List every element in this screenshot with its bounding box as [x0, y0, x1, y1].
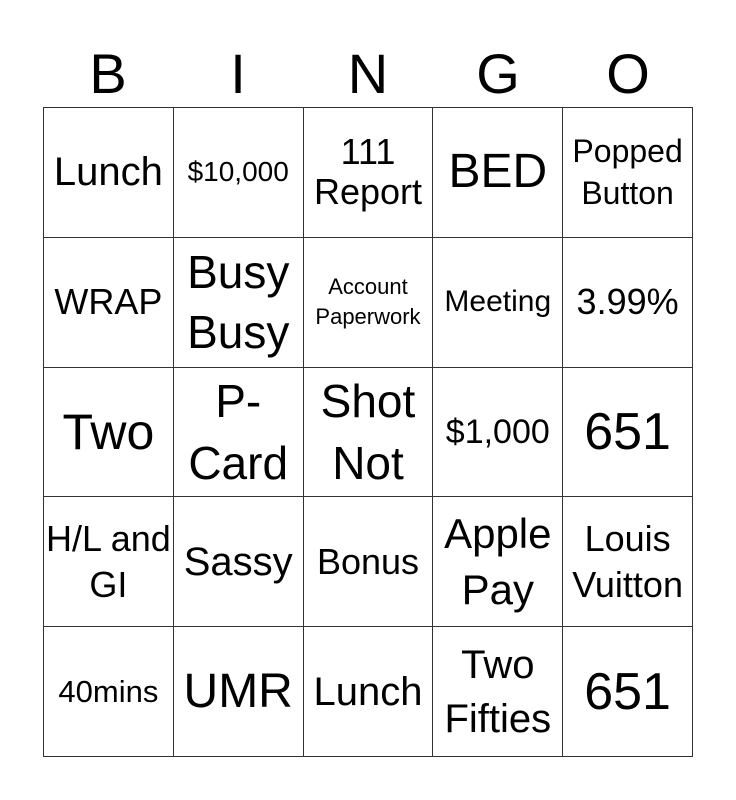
cell-text: Busy Busy: [187, 246, 290, 359]
cell-text: H/L and GI: [46, 517, 171, 605]
cell-text: 111 Report: [313, 131, 423, 213]
cell-text: Apple Pay: [444, 509, 552, 613]
bingo-header: [43, 40, 693, 108]
cell-text: UMR: [183, 664, 293, 718]
bingo-cell-r1c1[interactable]: [44, 108, 174, 238]
cell-text: 651: [584, 402, 671, 461]
bingo-cell-r5c2[interactable]: [174, 627, 304, 757]
bingo-cell-r2c3[interactable]: [304, 238, 434, 368]
cell-text: 40mins: [58, 673, 159, 709]
bingo-cell-r2c4[interactable]: [433, 238, 563, 368]
bingo-cell-r3c4[interactable]: [433, 368, 563, 498]
cell-text: 651: [584, 662, 671, 721]
bingo-board: [43, 107, 693, 757]
bingo-cell-r1c4[interactable]: [433, 108, 563, 238]
bingo-cell-r1c2[interactable]: [174, 108, 304, 238]
bingo-cell-r1c5[interactable]: [563, 108, 693, 238]
cell-text: Account Paperwork: [315, 274, 421, 330]
cell-text: BED: [448, 145, 548, 199]
cell-text: Sassy: [183, 539, 293, 584]
header-letter-g: G: [476, 42, 520, 105]
bingo-cell-r4c5[interactable]: [563, 497, 693, 627]
header-letter-b: B: [89, 42, 127, 105]
bingo-cell-r1c3[interactable]: [304, 108, 434, 238]
bingo-cell-r5c4[interactable]: [433, 627, 563, 757]
bingo-cell-r2c5[interactable]: [563, 238, 693, 368]
cell-text: Lunch: [53, 150, 163, 195]
cell-text: Two Fifties: [444, 642, 552, 741]
bingo-cell-r2c1[interactable]: [44, 238, 174, 368]
header-letter-o: O: [606, 42, 650, 105]
cell-text: Shot Not: [320, 374, 416, 489]
cell-text: WRAP: [54, 281, 163, 323]
bingo-cell-r3c1[interactable]: [44, 368, 174, 498]
bingo-cell-r3c2[interactable]: [174, 368, 304, 498]
bingo-cell-r4c1[interactable]: [44, 497, 174, 627]
cell-text: Lunch: [313, 669, 423, 714]
bingo-cell-r4c3[interactable]: [304, 497, 434, 627]
bingo-cell-r4c2[interactable]: [174, 497, 304, 627]
bingo-cell-r5c5[interactable]: [563, 627, 693, 757]
cell-text: $10,000: [187, 156, 289, 188]
bingo-cell-r4c4[interactable]: [433, 497, 563, 627]
bingo-cell-r3c3[interactable]: [304, 368, 434, 498]
bingo-cell-r5c1[interactable]: [44, 627, 174, 757]
cell-text: Meeting: [444, 285, 552, 319]
cell-text: Bonus: [316, 540, 420, 582]
bingo-cell-r2c2[interactable]: [174, 238, 304, 368]
bingo-cell-r5c3[interactable]: [304, 627, 434, 757]
cell-text: $1,000: [445, 412, 550, 451]
header-letter-n: N: [347, 42, 389, 105]
bingo-cell-r3c5[interactable]: [563, 368, 693, 498]
cell-text: Louis Vuitton: [572, 517, 683, 605]
cell-text: 3.99%: [576, 281, 679, 323]
cell-text: Popped Button: [572, 133, 683, 212]
cell-text: P-Card: [188, 374, 289, 489]
cell-text: Two: [62, 403, 155, 460]
header-letter-i: I: [230, 42, 246, 105]
